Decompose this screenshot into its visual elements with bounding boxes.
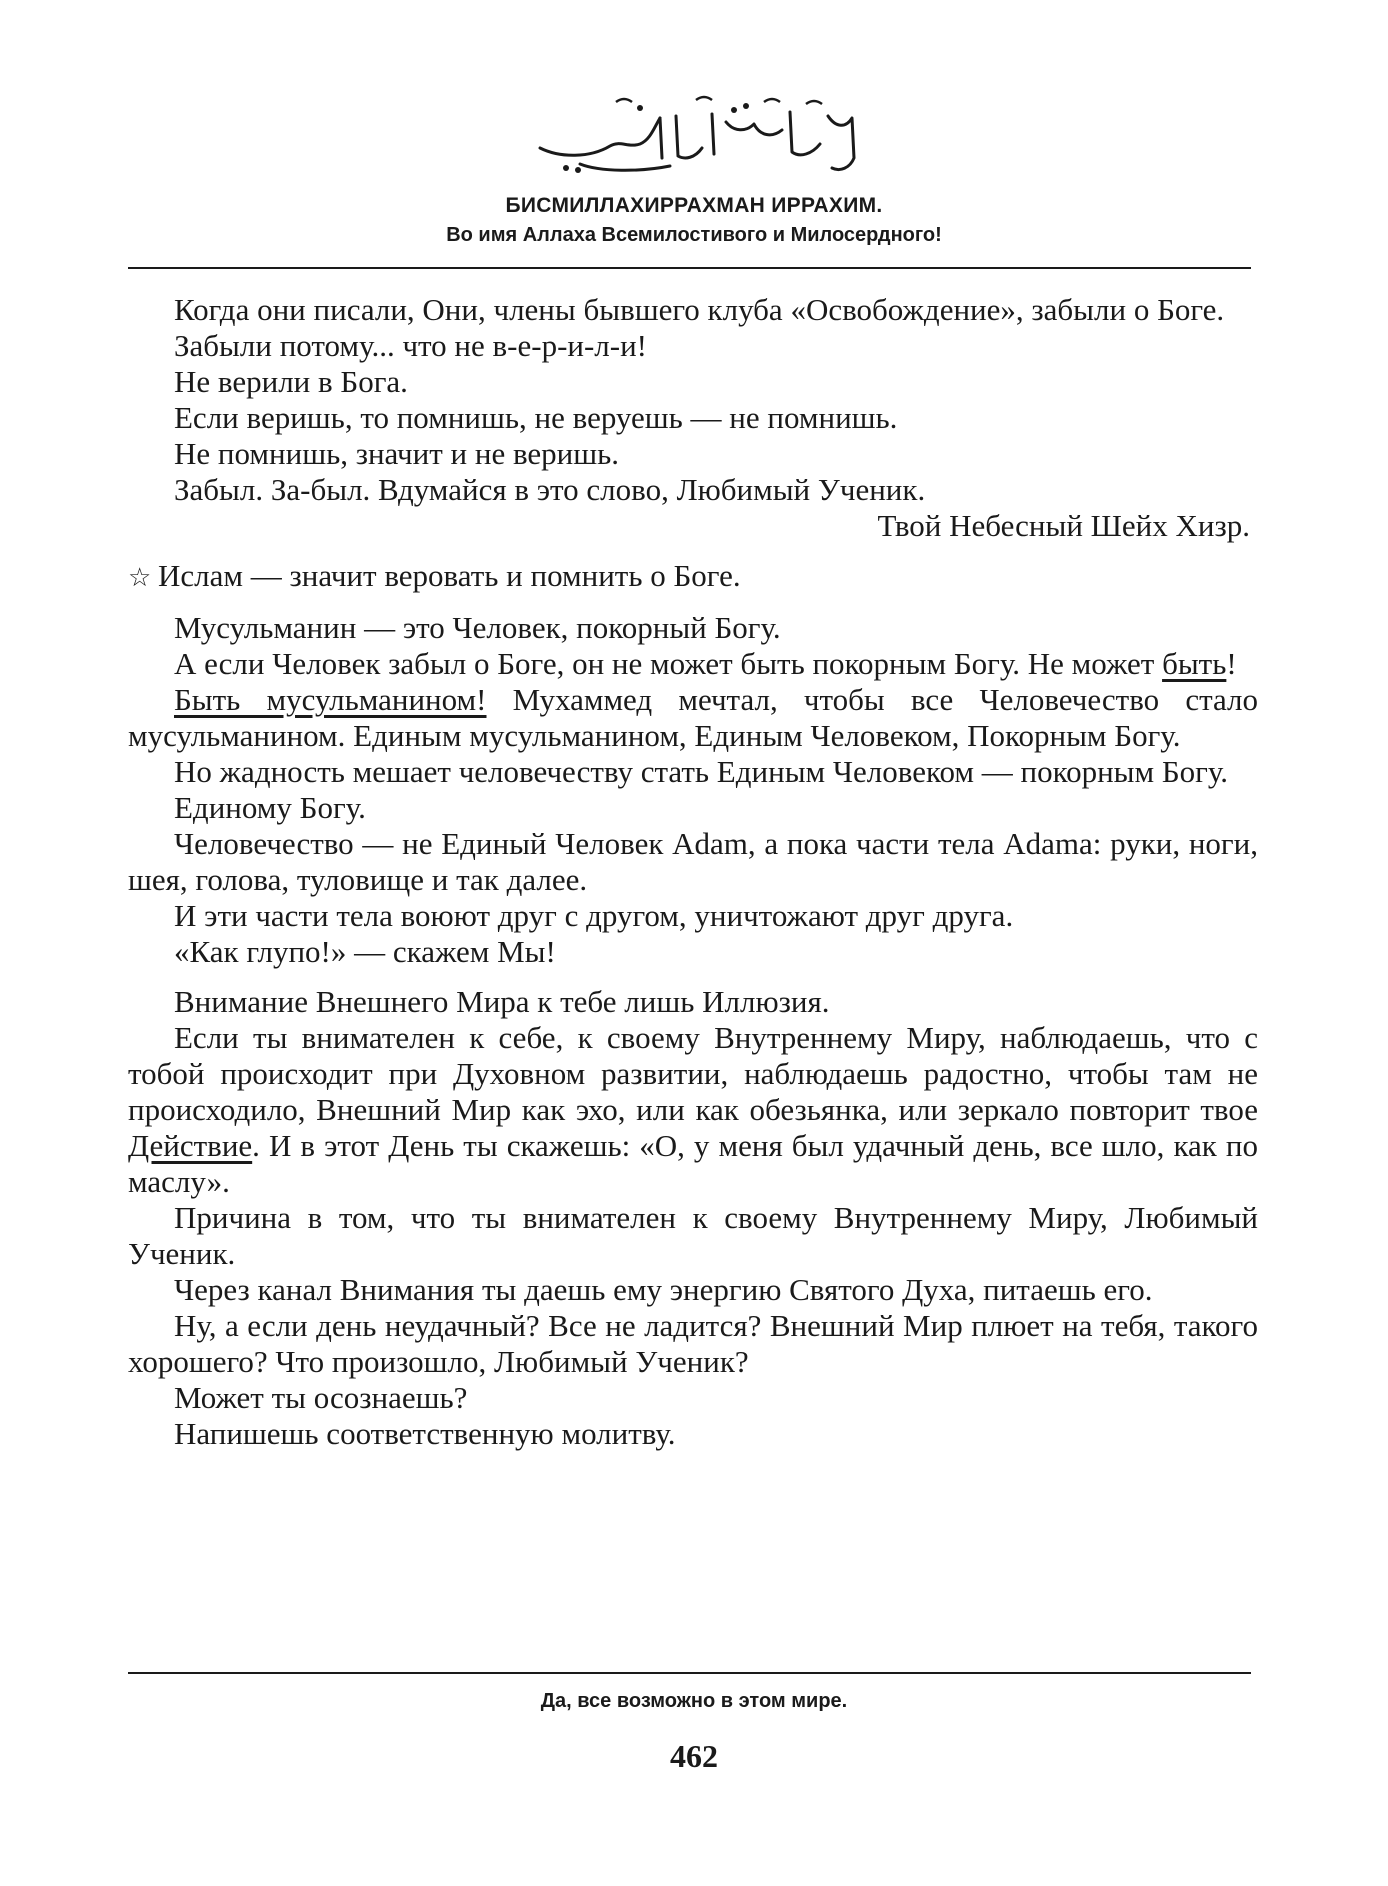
paragraph: «Как глупо!» — скажем Мы! (174, 934, 556, 969)
star-line-text: Ислам — значит веровать и помнить о Боге. (158, 558, 741, 593)
paragraph: Ну, а если день неудачный? Все не ладится? Внешний Мир плюет на тебя, такого хорошего? Что произошло, Любимый Ученик? (128, 1308, 1258, 1379)
paragraph-text: Мухаммед мечтал, чтобы все Человечество стало мусульманином. Единым мусульманином, Единым Человеком, Покорным Богу. (128, 682, 1258, 753)
signature: Твой Небесный Шейх Хизр. (877, 508, 1250, 543)
paragraph: Не верили в Бога. (174, 364, 408, 399)
header-divider (128, 267, 1251, 269)
paragraph: Забыл. За-был. Вдумайся в это слово, Любимый Ученик. (174, 472, 926, 507)
paragraph: Причина в том, что ты внимателен к своему Внутреннему Миру, Любимый Ученик. (128, 1200, 1258, 1271)
paragraph: И эти части тела воюют друг с другом, уничтожают друг друга. (174, 898, 1014, 933)
underlined-phrase: Быть мусульманином! (174, 682, 487, 717)
paragraph: Не помнишь, значит и не веришь. (174, 436, 620, 471)
main-text (128, 292, 1258, 1452)
paragraph: Если веришь, то помнишь, не веруешь — не помнишь. (174, 400, 898, 435)
paragraph-text: Если ты внимателен к себе, к своему Внутреннему Миру, наблюдаешь, что с тобой происходит при Духовном развитии, наблюдаешь радостно, чтобы там не происходило, Внешний Мир как эхо, или как обезьянка, или зеркало повторит твое (128, 1020, 1258, 1127)
paragraph (128, 682, 1258, 754)
paragraph: Но жадность мешает человечеству стать Единым Человеком — покорным Богу. (174, 754, 1229, 789)
header-subtitle: Во имя Аллаха Всемилостивого и Милосердного! (446, 224, 942, 246)
paragraph: Мусульманин — это Человек, покорный Богу. (174, 610, 781, 645)
paragraph: Внимание Внешнего Мира к тебе лишь Иллюзия. (174, 984, 830, 1019)
footer-note: Да, все возможно в этом мире. (540, 1690, 848, 1712)
underlined-word: Действие (128, 1128, 253, 1163)
paragraph: Напишешь соответственную молитву. (174, 1416, 676, 1451)
footer-divider (128, 1672, 1251, 1674)
paragraph: Забыли потому... что не в-е-р-и-л-и! (174, 328, 648, 363)
header-title: БИСМИЛЛАХИРРАХМАН ИРРАХИМ. (505, 194, 883, 217)
star-icon: ☆ (128, 563, 152, 592)
paragraph: Когда они писали, Они, члены бывшего клуба «Освобождение», забыли о Боге. (174, 292, 1225, 327)
star-paragraph (128, 558, 1258, 596)
paragraph (128, 646, 1258, 682)
paragraph-text: ! (1226, 646, 1237, 681)
paragraph: Может ты осознаешь? (174, 1380, 468, 1415)
paragraph: Через канал Внимания ты даешь ему энергию Святого Духа, питаешь его. (174, 1272, 1153, 1307)
underlined-word: быть (1162, 646, 1227, 681)
page-number: 462 (670, 1738, 718, 1774)
bismillah-calligraphy (520, 88, 870, 176)
paragraph: Человечество — не Единый Человек Adam, а пока части тела Adama: руки, ноги, шея, голова, туловище и так далее. (128, 826, 1258, 897)
paragraph-text: . И в этот День ты скажешь: «О, у меня был удачный день, все шло, как по маслу». (128, 1128, 1258, 1199)
paragraph: Единому Богу. (174, 790, 366, 825)
paragraph-text: А если Человек забыл о Боге, он не может быть покорным Богу. Не может (174, 646, 1163, 681)
paragraph (128, 1020, 1258, 1200)
